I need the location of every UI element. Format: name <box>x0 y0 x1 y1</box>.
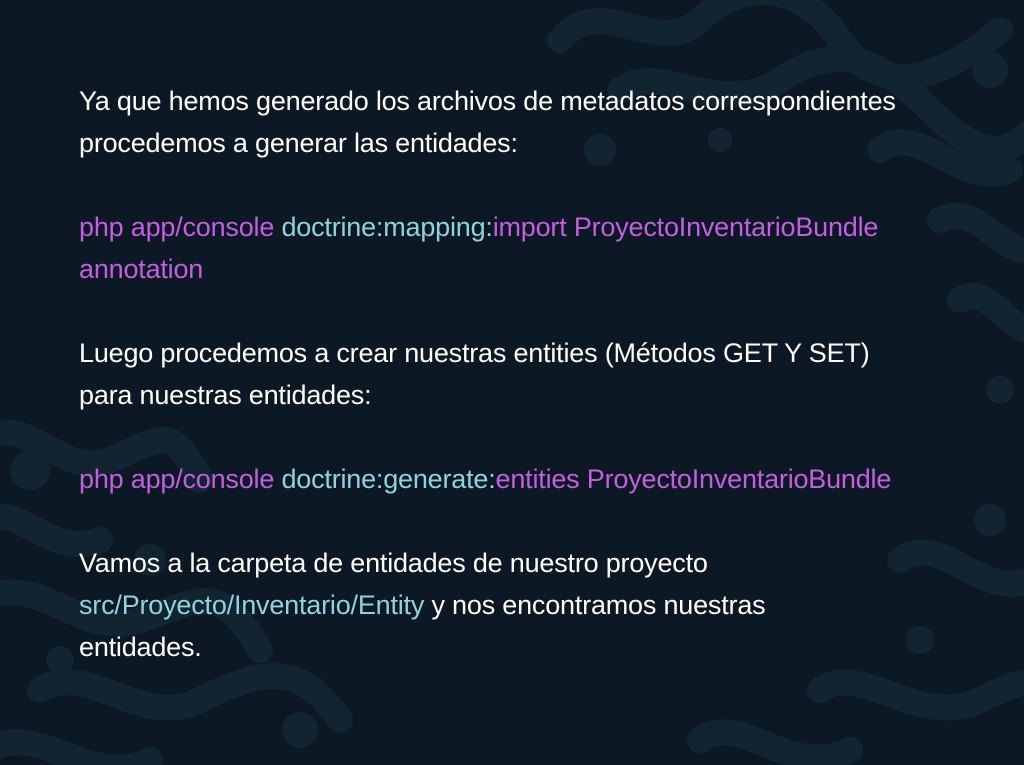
paragraph-entities <box>79 332 979 416</box>
cmd2-console: console <box>182 464 282 494</box>
command-generate-entities <box>79 458 979 500</box>
cmd1-doctrine: doctrine:mapping: <box>281 212 493 242</box>
slide-content <box>79 80 979 710</box>
cmd1-annotation: annotation <box>79 254 204 284</box>
cmd2-doctrine: doctrine:generate: <box>281 464 496 494</box>
paragraph-folder-line3: entidades. <box>79 632 202 662</box>
paragraph-entities-line1: Luego procedemos a crear nuestras entities (Métodos GET Y SET) <box>79 338 870 368</box>
cmd2-php: php app/ <box>79 464 183 494</box>
cmd1-php: php app/ <box>79 212 183 242</box>
paragraph-intro <box>79 80 979 164</box>
cmd2-entities: entities ProyectoInventarioBundle <box>495 464 892 494</box>
paragraph-folder-line1: Vamos a la carpeta de entidades de nuestro proyecto <box>79 548 708 578</box>
entity-folder-path: src/Proyecto/Inventario/Entity <box>79 590 425 620</box>
paragraph-folder <box>79 542 979 668</box>
paragraph-intro-line2: procedemos a generar las entidades: <box>79 128 518 158</box>
paragraph-entities-line2: para nuestras entidades: <box>79 380 372 410</box>
command-mapping-import <box>79 206 979 290</box>
paragraph-intro-line1: Ya que hemos generado los archivos de metadatos correspondientes <box>79 86 896 116</box>
cmd1-import: import ProyectoInventarioBundle <box>492 212 879 242</box>
cmd1-console: console <box>182 212 282 242</box>
paragraph-folder-line2: y nos encontramos nuestras <box>424 590 766 620</box>
